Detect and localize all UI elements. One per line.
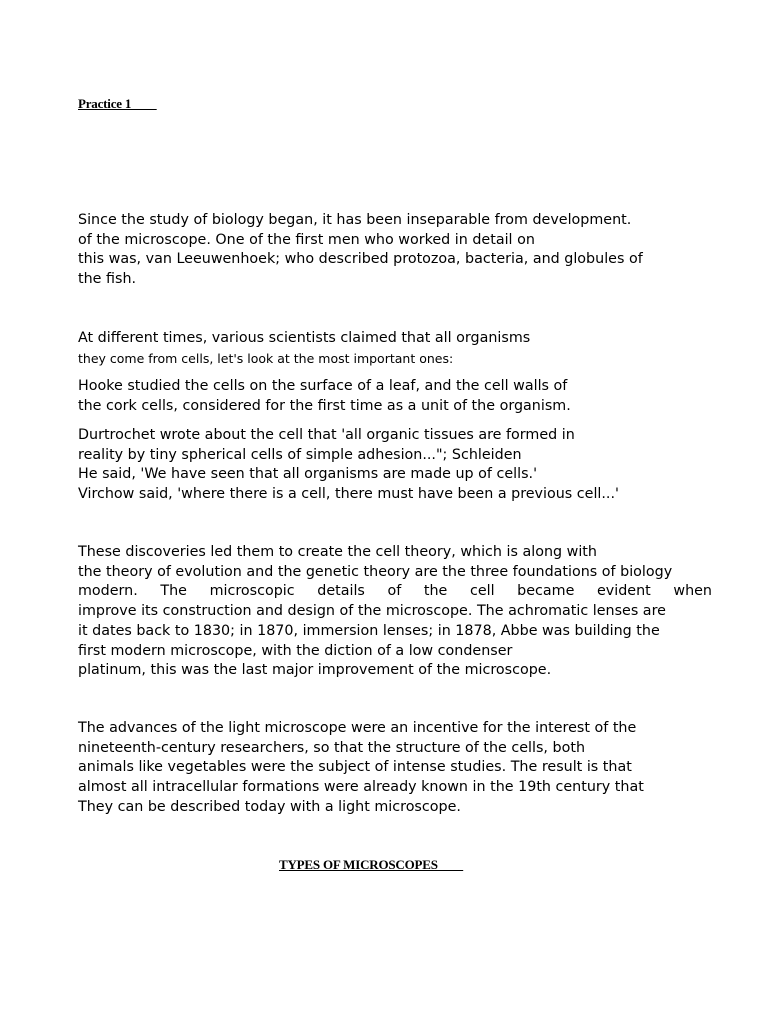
paragraph-light-microscope bbox=[78, 719, 712, 818]
text-line: He said, 'We have seen that all organisms are made up of cells.' bbox=[78, 466, 538, 483]
text-line: animals like vegetables were the subject of intense studies. The result is that bbox=[78, 759, 632, 776]
paragraph-scientists bbox=[78, 329, 718, 368]
text-line: almost all intracellular formations were already known in the 19th century that bbox=[78, 779, 644, 796]
text-line: platinum, this was the last major improvement of the microscope. bbox=[78, 662, 552, 679]
text-line: the fish. bbox=[78, 271, 137, 288]
text-line: reality by tiny spherical cells of simple adhesion..."; Schleiden bbox=[78, 446, 522, 463]
text-line: this was, van Leeuwenhoek; who described protozoa, bacteria, and globules of bbox=[78, 251, 643, 268]
practice-heading: Practice 1____ bbox=[78, 96, 157, 111]
paragraph-cell-theory bbox=[78, 543, 712, 681]
paragraph-hooke bbox=[78, 377, 718, 416]
text-line: At different times, various scientists claimed that all organisms bbox=[78, 330, 531, 346]
paragraph-durtrochet bbox=[78, 426, 718, 505]
text-line: These discoveries led them to create the cell theory, which is along with bbox=[78, 544, 597, 560]
text-line: modern. The microscopic details of the cell became evident when bbox=[78, 583, 712, 600]
text-line: it dates back to 1830; in 1870, immersion lenses; in 1878, Abbe was building the bbox=[78, 622, 660, 639]
text-line: nineteenth-century researchers, so that the structure of the cells, both bbox=[78, 739, 586, 756]
text-line: Virchow said, 'where there is a cell, there must have been a previous cell...' bbox=[78, 486, 619, 503]
text-line: the cork cells, considered for the first time as a unit of the organism. bbox=[78, 397, 571, 414]
text-line: the theory of evolution and the genetic theory are the three foundations of biology bbox=[78, 563, 673, 580]
text-line: The advances of the light microscope were an incentive for the interest of the bbox=[78, 720, 637, 736]
paragraph-history bbox=[78, 211, 718, 290]
text-line: improve its construction and design of the microscope. The achromatic lenses are bbox=[78, 603, 666, 620]
text-line: Durtrochet wrote about the cell that 'all organic tissues are formed in bbox=[78, 427, 575, 443]
text-line: They can be described today with a light microscope. bbox=[78, 798, 461, 815]
text-line: they come from cells, let's look at the most important ones: bbox=[78, 350, 454, 366]
types-heading: TYPES OF MICROSCOPES____ bbox=[279, 857, 463, 872]
text-line: of the microscope. One of the first men who worked in detail on bbox=[78, 231, 535, 248]
text-line: first modern microscope, with the diction of a low condenser bbox=[78, 642, 513, 659]
text-line: Hooke studied the cells on the surface of a leaf, and the cell walls of bbox=[78, 378, 568, 394]
text-line: Since the study of biology began, it has been inseparable from development. bbox=[78, 212, 632, 228]
